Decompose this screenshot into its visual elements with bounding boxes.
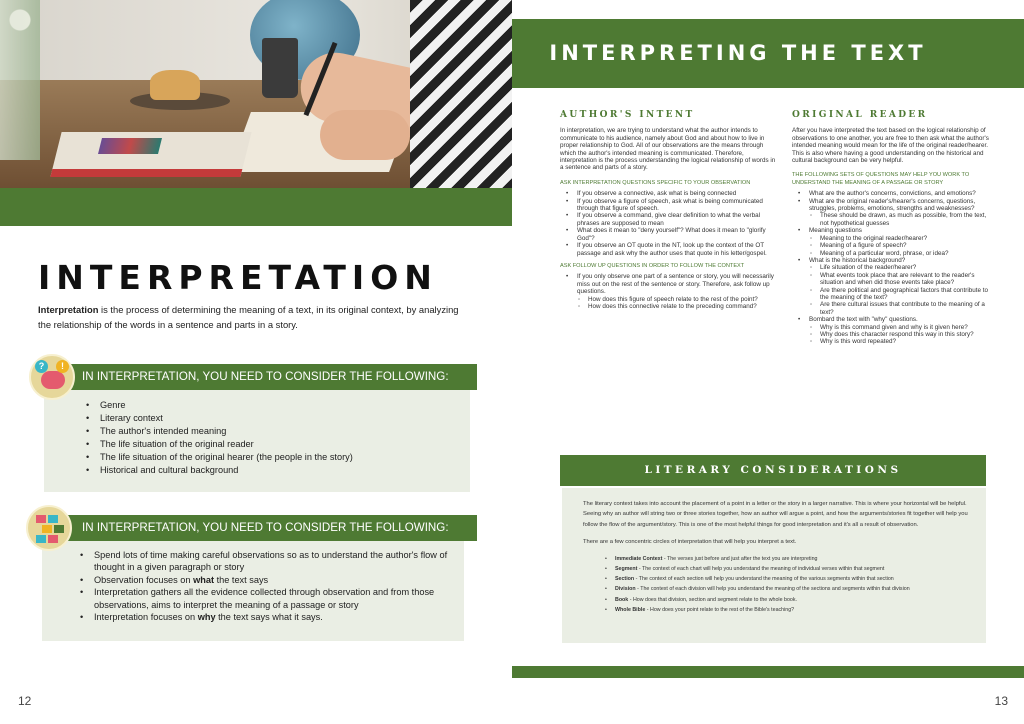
section-heading: ORIGINAL READER: [792, 110, 928, 120]
list-item: • What does it mean to "deny yourself"? What does it mean to "glorify God"?: [560, 227, 780, 242]
list-item: • The life situation of the original reader: [86, 438, 353, 451]
list-item: ◦ Meaning of a particular word, phrase, or idea?: [792, 250, 992, 257]
list-item: • Interpretation focuses on why the text says what it says.: [80, 611, 460, 623]
list-item: • If you observe a figure of speech, ask what is being communicated through that figure of speech.: [560, 198, 780, 213]
desk-writing-photo: [0, 0, 512, 188]
list-item: • If you observe an OT quote in the NT, look up the context of the OT passage and ask why the author uses that quote in his letter/gospel.: [560, 242, 780, 257]
question-list: [560, 190, 780, 257]
list-item: • Division - The context of each division will help you understand the meaning of the sections and segments within that division: [583, 584, 968, 594]
list-item: • If you observe a connective, ask what is being connected: [560, 190, 780, 197]
list-item: • Interpretation gathers all the evidence collected through observation and from those observations, aims to interpret the meaning of a passage or story: [80, 586, 460, 611]
brain-question-icon: ? !: [29, 354, 75, 400]
bottom-green-band: [512, 666, 1024, 678]
paragraph: In interpretation, we are trying to understand what the author intends to communicate to his audience, namely about God and about how to live in proper relationship to God. All of our observations are the means through which the author's intended meaning is communicated. Therefore, interpretation is the process understanding the logical relationship of words in a sentence and parts of a story.: [560, 127, 776, 172]
list-item: ◦ Meaning of a figure of speech?: [792, 242, 992, 249]
section-2-heading: IN INTERPRETATION, YOU NEED TO CONSIDER THE FOLLOWING:: [36, 515, 477, 541]
list-item: ◦ Are there cultural issues that contribute to the meaning of a text?: [792, 301, 992, 316]
list-item: • Genre: [86, 399, 353, 412]
list-item: • If you observe a command, give clear definition to what the verbal phrases are supposed to mean: [560, 212, 780, 227]
subheading: THE FOLLOWING SETS OF QUESTIONS MAY HELP YOU WORK TO UNDERSTAND THE MEANING OF A PASSAGE OR STORY: [792, 172, 970, 186]
follow-up-list: [560, 273, 780, 310]
list-item: ◦ What events took place that are relevant to the reader's situation and when did those events take place?: [792, 272, 992, 287]
list-item: • Literary context: [86, 412, 353, 425]
list-item: • Observation focuses on what the text says: [80, 574, 460, 586]
paragraph: There are a few concentric circles of interpretation that will help you interpret a text.: [583, 538, 797, 545]
list-item: ◦ Life situation of the reader/hearer?: [792, 264, 992, 271]
list-item: • What is the historical background?: [792, 257, 992, 264]
list-item: ◦ How does this figure of speech relate to the rest of the point?: [560, 296, 780, 303]
list-item: • Immediate Context - The verses just before and just after the text you are interpreting: [583, 554, 968, 564]
list-item: • Bombard the text with "why" questions.: [792, 316, 992, 323]
subheading: ASK INTERPRETATION QUESTIONS SPECIFIC TO YOUR OBSERVATION: [560, 179, 751, 186]
section-1-list: [86, 399, 353, 477]
section-2-list: [80, 549, 460, 623]
page-number: 13: [994, 694, 1008, 708]
list-item: • Spend lots of time making careful observations so as to understand the author's flow of thought in a given paragraph or story: [80, 549, 460, 574]
authors-intent-column: [560, 112, 780, 310]
title-banner: [512, 19, 1024, 88]
section-heading: AUTHOR'S INTENT: [560, 110, 695, 120]
subheading: ASK FOLLOW UP QUESTIONS IN ORDER TO FOLLOW THE CONTEXT: [560, 262, 745, 269]
page-number: 12: [18, 694, 32, 708]
list-item: ◦ Meaning to the original reader/hearer?: [792, 235, 992, 242]
list-item: ◦ Why is this word repeated?: [792, 338, 992, 345]
paragraph: The literary context takes into account the placement of a point in a letter or the story in a larger narrative. This is where your horizontal will be helpful. Seeing why an author will string two or three stories together, how an author will argue a point, and how the arguments/stories fit together will help you follow the flow of the argument/story. This is one of the most helpful things for good interpretation and it's all a result of observation.: [583, 501, 968, 528]
page-title: INTERPRETING THE TEXT: [549, 41, 927, 65]
building-blocks-icon: [26, 505, 72, 551]
list-item: ◦ Why is this command given and why is it given here?: [792, 324, 992, 331]
list-item: • Whole Bible - How does your point relate to the rest of the Bible's teaching?: [583, 605, 968, 615]
list-item: ◦ How does this connective relate to the preceding command?: [560, 303, 780, 310]
intro-paragraph: [38, 302, 468, 332]
list-item: • The author's intended meaning: [86, 425, 353, 438]
list-item: ◦ These should be drawn, as much as possible, from the text, not hypothetical guesses: [792, 212, 992, 227]
list-item: • Historical and cultural background: [86, 464, 353, 477]
list-item: ◦ Are there political and geographical factors that contribute to the meaning of the text?: [792, 287, 992, 302]
intro-text: is the process of determining the meaning of a text, in its original context, by analyzing the relationship of the words in a sentence and parts in a story.: [38, 304, 459, 330]
list-item: • Book - How does that division, section and segment relate to the whole book.: [583, 595, 968, 605]
context-circles-list: [583, 554, 968, 615]
literary-considerations-heading: LITERARY CONSIDERATIONS: [560, 455, 986, 486]
question-list: [792, 190, 992, 346]
list-item: • The life situation of the original hearer (the people in the story): [86, 451, 353, 464]
list-item: • What are the original reader's/hearer's concerns, questions, struggles, problems, emotions, strengths and weaknesses?: [792, 198, 992, 213]
page-title: INTERPRETATION: [38, 258, 438, 297]
list-item: ◦ Why does this character respond this way in this story?: [792, 331, 992, 338]
original-reader-column: [792, 112, 992, 346]
paragraph: After you have interpreted the text based on the logical relationship of observations to one another, you are free to then ask what the author's intended meaning would mean for the life of the original reader/hearer. This is also where having a good understanding on the historical and cultural background can be very helpful.: [792, 127, 989, 165]
list-item: • Meaning questions: [792, 227, 992, 234]
section-1-heading: IN INTERPRETATION, YOU NEED TO CONSIDER THE FOLLOWING:: [36, 364, 477, 390]
list-item: • What are the author's concerns, convictions, and emotions?: [792, 190, 992, 197]
intro-term: Interpretation: [38, 304, 99, 315]
literary-considerations-box: [562, 488, 986, 643]
list-item: • If you only observe one part of a sentence or story, you will necessarily miss out on the rest of the sentence or story. Therefore, ask follow up questions.: [560, 273, 780, 295]
list-item: • Section - The context of each section will help you understand the meaning of the various segments within that section: [583, 574, 968, 584]
green-band: [0, 188, 512, 226]
list-item: • Segment - The context of each chart will help you understand the meaning of individual verses within that segment: [583, 564, 968, 574]
